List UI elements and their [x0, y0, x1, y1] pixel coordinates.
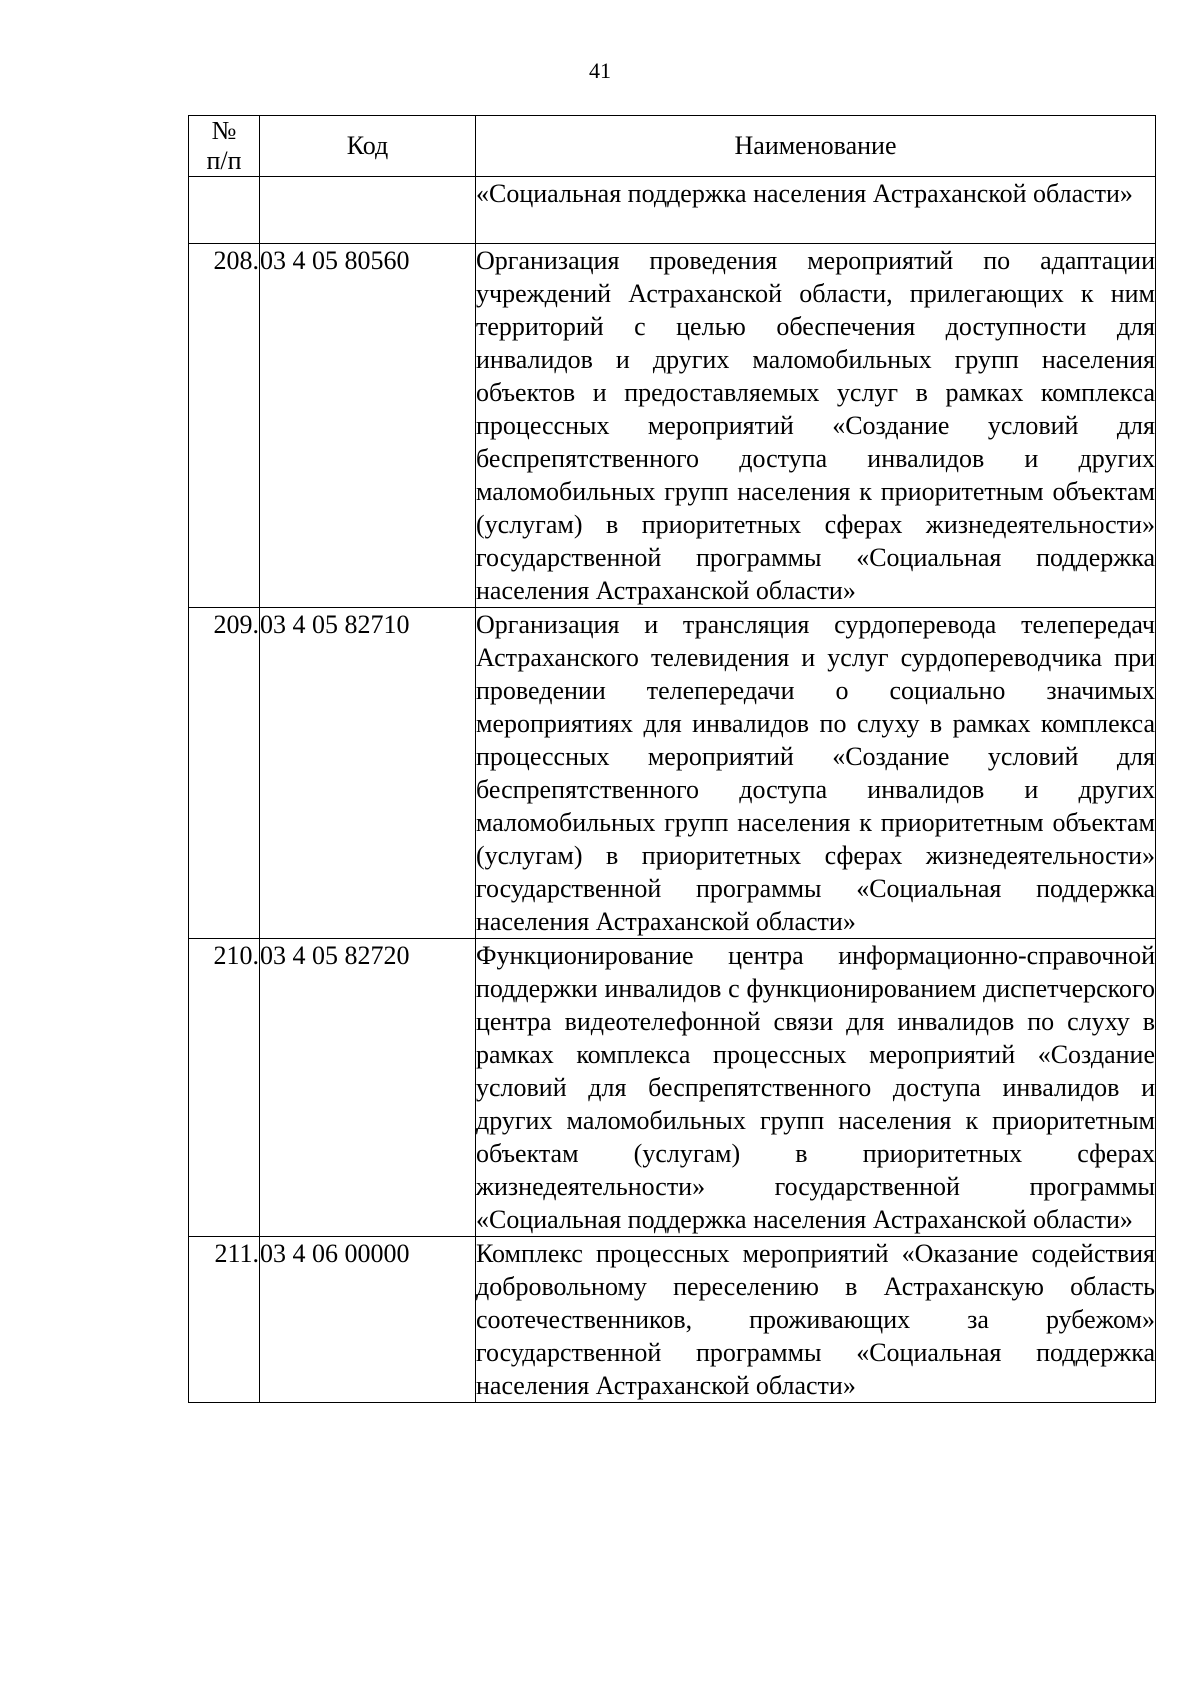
- table-row: [189, 608, 1156, 939]
- header-name: Наименование: [476, 116, 1156, 177]
- row-number: 211.: [189, 1237, 260, 1403]
- row-code: 03 4 05 82720: [260, 939, 476, 1237]
- row-number: [189, 177, 260, 244]
- row-number: 209.: [189, 608, 260, 939]
- row-number: 210.: [189, 939, 260, 1237]
- table-row: [189, 939, 1156, 1237]
- table-row-continuation: [189, 177, 1156, 244]
- header-number: [189, 116, 260, 177]
- table-row: [189, 244, 1156, 608]
- header-row: [189, 116, 1156, 177]
- header-number-abbrev: п/п: [206, 146, 242, 175]
- row-name: Организация и трансляция сурдоперевода телепередач Астраханского телевидения и услуг сурдопереводчика при проведении телепередачи о социально значимых мероприятиях для инвалидов по слуху в рамках комплекса процессных мероприятий «Создание условий для беспрепятственного доступа инвалидов и других маломобильных групп населения к приоритетным объектам (услугам) в приоритетных сферах жизнедеятельности» государственной программы «Социальная поддержка населения Астраханской области»: [476, 608, 1156, 939]
- row-name: Функционирование центра информационно-справочной поддержки инвалидов с функционированием диспетчерского центра видеотелефонной связи для инвалидов по слуху в рамках комплекса процессных мероприятий «Создание условий для беспрепятственного доступа инвалидов и других маломобильных групп населения к приоритетным объектам (услугам) в приоритетных сферах жизнедеятельности» государственной программы «Социальная поддержка населения Астраханской области»: [476, 939, 1156, 1237]
- page-number: 41: [589, 58, 611, 83]
- header-code: Код: [260, 116, 476, 177]
- row-code: 03 4 05 80560: [260, 244, 476, 608]
- row-name: «Социальная поддержка населения Астраханской области»: [476, 177, 1156, 244]
- table-header: [189, 116, 1156, 177]
- table-body: [189, 177, 1156, 1403]
- row-code: 03 4 05 82710: [260, 608, 476, 939]
- table-row: [189, 1237, 1156, 1403]
- budget-code-table: [188, 115, 1156, 1403]
- row-number: 208.: [189, 244, 260, 608]
- header-number-sign: №: [211, 116, 237, 145]
- row-code: [260, 177, 476, 244]
- row-name: Организация проведения мероприятий по адаптации учреждений Астраханской области, прилегающих к ним территорий с целью обеспечения доступности для инвалидов и других маломобильных групп населения объектов и предоставляемых услуг в рамках комплекса процессных мероприятий «Создание условий для беспрепятственного доступа инвалидов и других маломобильных групп населения к приоритетным объектам (услугам) в приоритетных сферах жизнедеятельности» государственной программы «Социальная поддержка населения Астраханской области»: [476, 244, 1156, 608]
- row-name: Комплекс процессных мероприятий «Оказание содействия добровольному переселению в Астраханскую область соотечественников, проживающих за рубежом» государственной программы «Социальная поддержка населения Астраханской области»: [476, 1237, 1156, 1403]
- row-code: 03 4 06 00000: [260, 1237, 476, 1403]
